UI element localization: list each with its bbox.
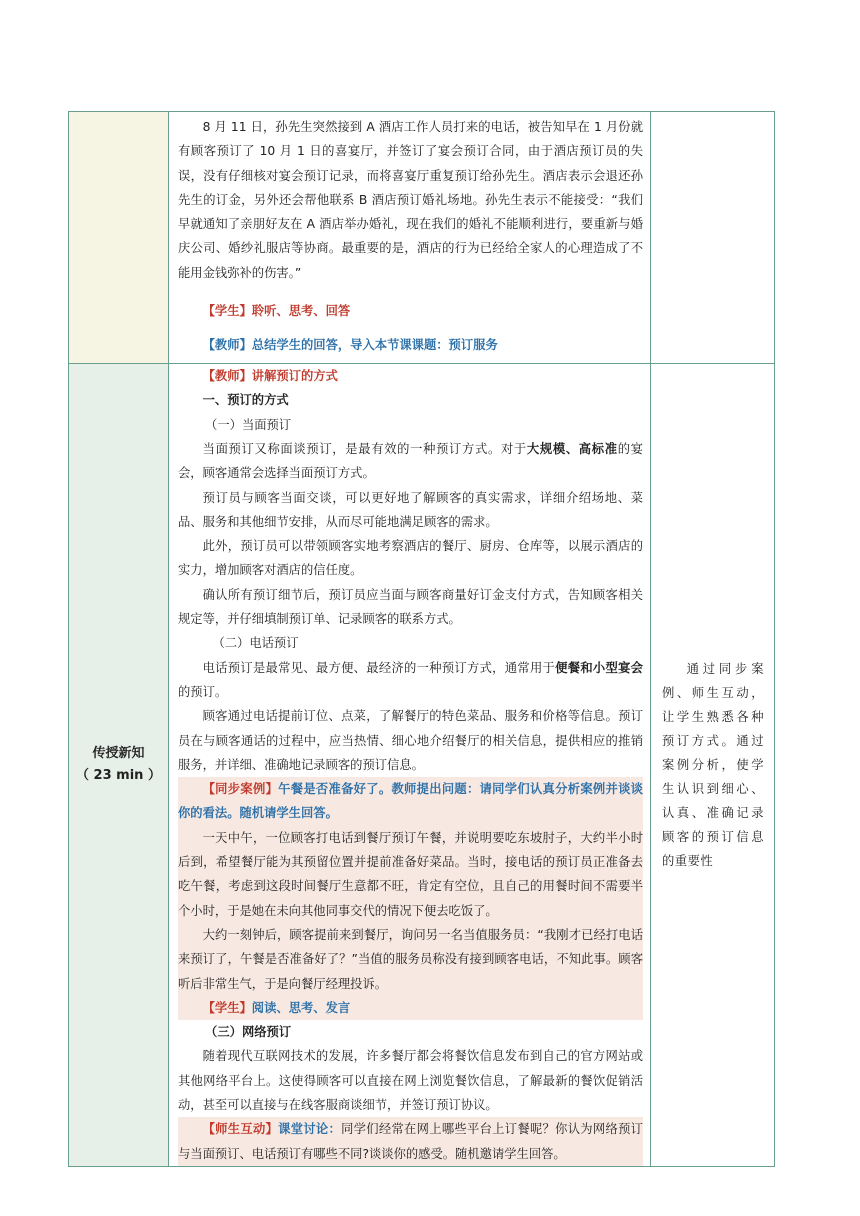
content-cell-new-knowledge	[169, 364, 651, 1167]
paragraph: 随着现代互联网技术的发展，许多餐厅都会将餐饮信息发布到自己的官方网站或其他网络平台上。这使得顾客可以直接在网上浏览餐饮信息，了解最新的餐饮促销活动，甚至可以直接与在线客服商谈细节，并签订预订协议。	[178, 1049, 643, 1112]
student-text: 阅读、思考、发言	[251, 1000, 351, 1015]
teacher-activity	[178, 333, 643, 363]
interaction-paragraph: 【师生互动】课堂讨论：同学们经常在网上哪些平台上订餐呢？你认为网络预订与当面预订、电话预订有哪些不同?谈谈你的感受。随机邀请学生回答。	[178, 1122, 643, 1161]
paragraph: 此外，预订员可以带领顾客实地考察酒店的餐厅、厨房、仓库等，以展示酒店的实力，增加顾客对酒店的信任度。	[178, 539, 643, 578]
teacher-tag: 【教师】	[202, 338, 252, 353]
teacher-tag: 【教师】	[202, 369, 252, 384]
stage-cell-new-knowledge	[69, 364, 169, 1167]
paragraph: 确认所有预订细节后，预订员应当面与顾客商量好订金支付方式，告知顾客相关规定等，并仔细填制预订单、记录顾客的联系方式。	[178, 587, 643, 627]
stage-cell-intro	[69, 112, 169, 364]
student-tag: 【学生】	[202, 304, 252, 319]
case-paragraph: 大约一刻钟后，顾客提前来到餐厅，询问另一名当值服务员：“我刚才已经打电话来预订了，午餐是否准备好了？”当值的服务员称没有接到顾客电话，不知此事。顾客听后非常生气，于是向餐厅经理投诉。	[178, 927, 643, 991]
case-title: 午餐是否准备好了。教师提出问题：请同学们认真分析案例并谈谈你的看法。随机请学生回答。	[178, 782, 643, 821]
table-row	[69, 364, 775, 1167]
stage-title: 传授新知	[92, 745, 145, 761]
interaction-label: 课堂讨论：	[278, 1122, 342, 1137]
case-box	[178, 777, 643, 1020]
teacher-text: 讲解预订的方式	[251, 369, 338, 384]
subsection-in-person: （一）当面预订	[205, 417, 292, 432]
paragraph: 顾客通过电话提前订位、点菜，了解餐厅的特色菜品、服务和价格等信息。预订员在与顾客通话的过程中，应当热情、细心地介绍餐厅的相关信息，提供相应的推销服务，并详细、准确地记录顾客的预订信息。	[178, 709, 643, 772]
subsection-online: （三）网络预订	[205, 1025, 292, 1040]
student-text: 聆听、思考、回答	[251, 304, 351, 319]
content-cell-intro	[169, 112, 651, 364]
design-cell-new-knowledge	[651, 364, 775, 1167]
case-tag: 【同步案例】	[202, 782, 279, 797]
teacher-text: 总结学生的回答，导入本节课课题：预订服务	[251, 338, 498, 353]
paragraph: 预订员与顾客当面交谈，可以更好地了解顾客的真实需求，详细介绍场地、菜品、服务和其他细节安排，从而尽可能地满足顾客的需求。	[178, 490, 643, 529]
stage-time: （ 23 min ）	[76, 767, 161, 783]
teacher-activity	[178, 364, 643, 388]
design-cell-intro	[651, 112, 775, 364]
student-activity	[178, 299, 643, 323]
section-heading: 一、预订的方式	[202, 393, 289, 408]
emphasis-text: 大规模、高标准	[526, 441, 618, 456]
case-paragraph: 8 月 11 日，孙先生突然接到 A 酒店工作人员打来的电话，被告知早在 1 月份就有顾客预订了 10 月 1 日的喜宴厅，并签订了宴会预订合同，由于酒店预订员的失误，没有仔细核对宴会预订记录，而将喜宴厅重复预订给孙先生。酒店表示会退还孙先生的订金，另外还会帮他联系 B 酒店预订婚礼场地。孙先生表示不能接受：“我们早就通知了亲朋好友在 A 酒店举办婚礼，现在我们的婚礼不能顺利进行，要重新与婚庆公司、婚纱礼服店等协商。最重要的是，酒店的行为已经给全家人的心理造成了不能用金钱弥补的伤害。”	[178, 120, 643, 280]
design-note: 通过同步案例、师生互动，让学生熟悉各种预订方式。通过案例分析，使学生认识到细心、认真、准确记录顾客的预订信息的重要性	[662, 661, 764, 868]
paragraph: 电话预订是最常见、最方便、最经济的一种预订方式，通常用于便餐和小型宴会的预订。	[178, 660, 643, 699]
table-row	[69, 112, 775, 364]
student-tag: 【学生】	[202, 1000, 252, 1015]
interaction-box	[178, 1117, 643, 1166]
lesson-plan-table	[68, 111, 775, 1167]
case-paragraph: 一天中午，一位顾客打电话到餐厅预订午餐，并说明要吃东坡肘子，大约半小时后到，希望餐厅能为其预留位置并提前准备好菜品。当时，接电话的预订员正准备去吃午餐，考虑到这段时间餐厅生意都不旺，肯定有空位，且自己的用餐时间不需要半个小时，于是她在未向其他同事交代的情况下便去吃饭了。	[178, 830, 643, 918]
interaction-tag: 【师生互动】	[202, 1122, 279, 1137]
paragraph: 当面预订又称面谈预订，是最有效的一种预订方式。对于大规模、高标准的宴会，顾客通常会选择当面预订方式。	[178, 441, 643, 481]
student-activity	[178, 996, 643, 1020]
emphasis-text: 便餐和小型宴会	[555, 660, 643, 675]
subsection-phone: （二）电话预订	[212, 636, 299, 651]
case-heading	[178, 777, 643, 826]
